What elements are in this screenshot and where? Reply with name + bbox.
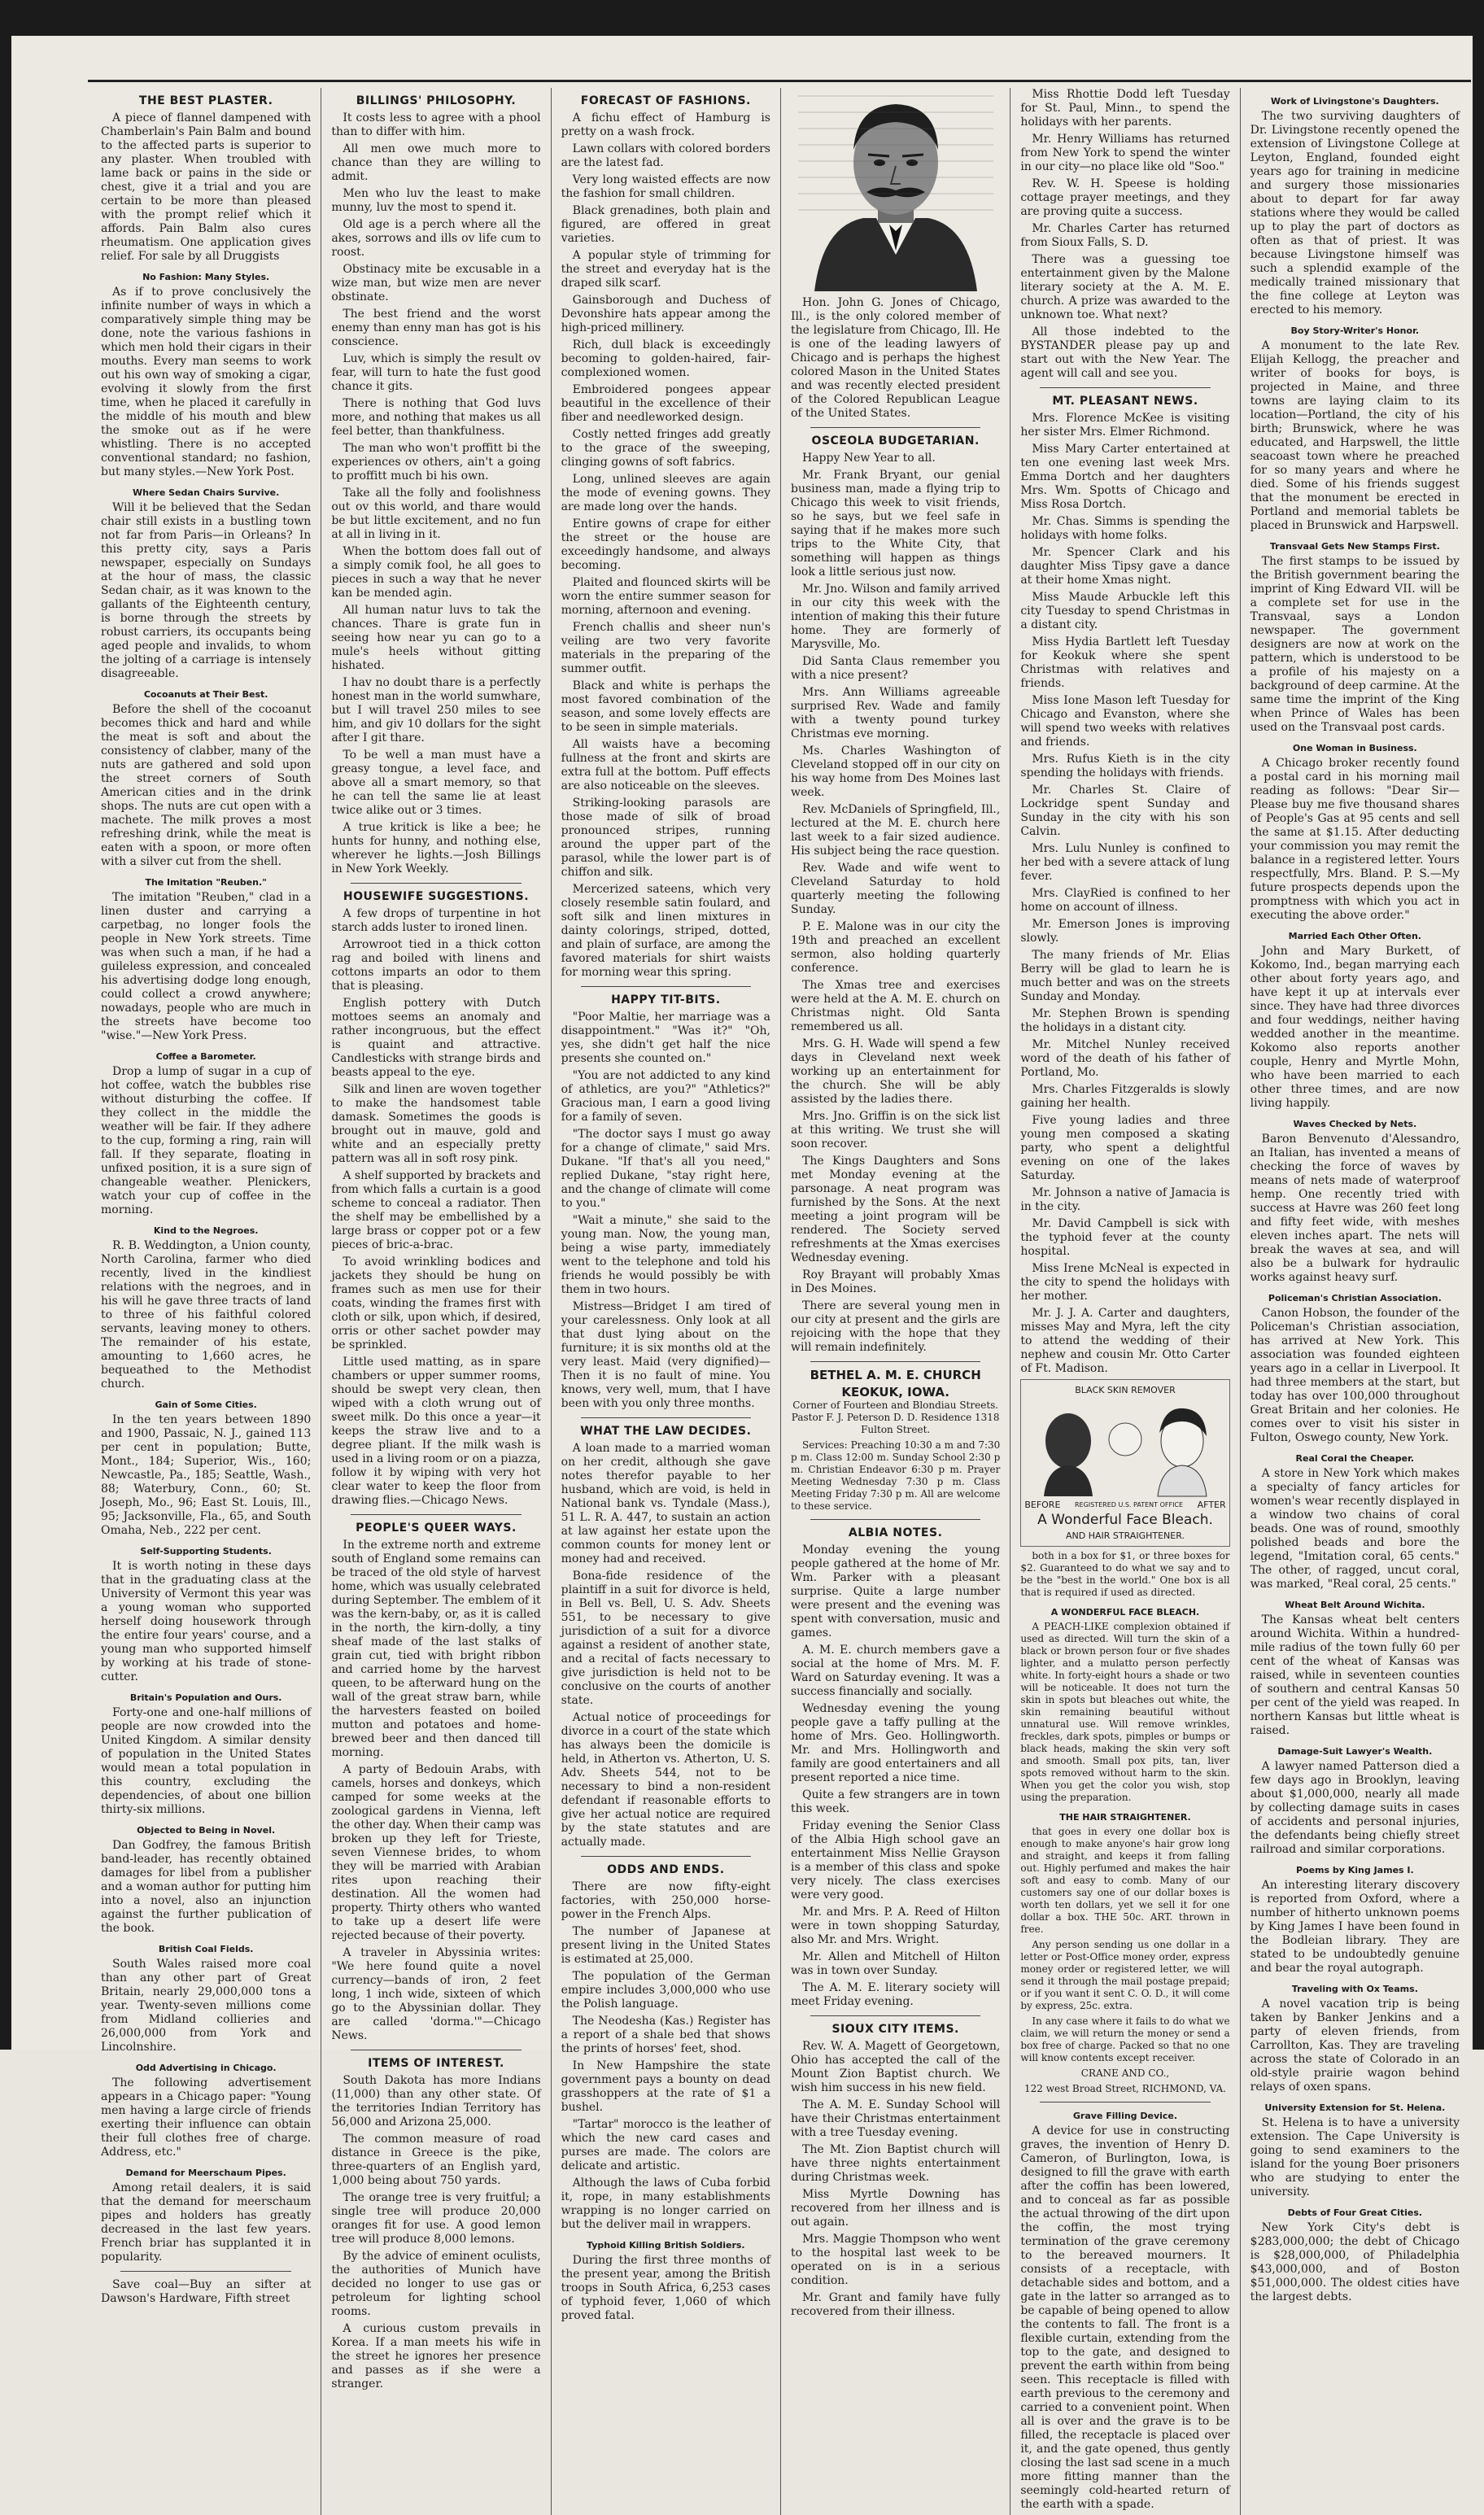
article-text: Dan Godfrey, the famous British band-leader, has recently obtained damages for libel from a publisher and a woman author for putting him into a novel, also an injunction against the further publication of the book. (101, 1839, 312, 1935)
article-text: The A. M. E. Sunday School will have their Christmas entertainment with a tree Tuesday evening. (791, 2098, 1001, 2139)
article-text: The man who won't proffitt bi the experiences ov others, ain't a going to proffitt much bi his own. (331, 442, 541, 482)
subhead: Work of Livingstone's Daughters. (1270, 96, 1439, 107)
header-rule (88, 80, 1471, 82)
article-text: A shelf supported by brackets and from which falls a curtain is a good scheme to conceal a radiator. Then the shelf may be embellished by a large brass or copper pot or a few pieces of bric-a-brac. (331, 1169, 541, 1251)
column-1 (91, 88, 321, 2515)
ad-subhead: THE HAIR STRAIGHTENER. (1059, 1812, 1191, 1823)
article-text: In the ten years between 1890 and 1900, Passaic, N. J., gained 113 per cent in population; Butte, Mont., 184; Superior, Wis., 160; Newcastle, Pa., 185; Seattle, Wash., 88; Waterbury, Conn., 60; St. Joseph, Mo., 96; East St. Louis, Ill., 95; Jacksonville, Fla., 65, and South Omaha, Neb., 222 per cent. (101, 1413, 312, 1537)
subhead: Coffee a Barometer. (155, 1051, 256, 1062)
article-text: Very long waisted effects are now the fashion for small children. (561, 173, 770, 200)
headline-odds-and-ends: ODDS AND ENDS. (607, 1863, 725, 1876)
subhead: Typhoid Killing British Soldiers. (587, 2240, 745, 2251)
ad-text: A PEACH-LIKE complexion obtained if used as directed. Will turn the skin of a black or brown person four or five shades lighter, and a mulatto person perfectly white. In forty-eight hours a shade or two will be noticeable. It does not turn the skin in spots but bleaches out white, the skin remaining beautiful without unnatural use. Will remove wrinkles, freckles, dark spots, pimples or bumps or black heads, making the skin very soft and smooth. Small pox pits, tan, liver spots removed without harm to the skin. When you get the color you wish, stop using the preparation. (1020, 1621, 1230, 1803)
subhead: Demand for Meerschaum Pipes. (125, 2168, 286, 2178)
article-text: Monday evening the young people gathered at the home of Mr. Wm. Parker with a pleasant surprise. Quite a large number were present and the evening was spent with conversation, music and games. (791, 1543, 1001, 1640)
article-text: A fichu effect of Hamburg is pretty on a wash frock. (561, 111, 770, 138)
article-text: Forty-one and one-half millions of people are now crowded into the United Kingdom. A similar density of population in the United States would mean a total population in this country, excluding the dependencies, of about one billion thirty-six millions. (101, 1706, 312, 1816)
headline-best-plaster: THE BEST PLASTER. (138, 94, 273, 107)
article-text: Will it be believed that the Sedan chair still exists in a bustling town not far from Paris—in Orleans? In this pretty city, says a Paris newspaper, especially on Sundays at the hour of mass, the classic Sedan chair, as it was known to the gallants of the Eighteenth century, is borne through the streets by robust carriers, its occupants being aged people and invalids, to whom the jolting of a carriage is intensely disagreeable. (101, 501, 312, 680)
portrait-caption: Hon. John G. Jones of Chicago, Ill., is the only colored member of the legislature from Chicago, Ill. He is one of the leading lawyers of Chicago and is perhaps the highest colored Mason in the United States and was recently elected president of the Colored Republican League of the United States. (791, 296, 1001, 420)
divider (810, 2015, 980, 2016)
article-text: Miss Hydia Bartlett left Tuesday for Keokuk where she spent Christmas with relatives and friends. (1020, 635, 1230, 690)
article-text: "Tartar" morocco is the leather of which the new card cases and purses are made. The colors are delicate and artistic. (561, 2118, 770, 2172)
church-city: KEOKUK, IOWA. (841, 1385, 949, 1399)
article-text: Mrs. Jno. Griffin is on the sick list at this writing. We trust she will soon recover. (791, 1110, 1001, 1151)
portrait-illustration (798, 88, 993, 291)
article-text: All human natur luvs to tak the chances. Thare is grate fun in seeing how near yu can go to a mule's heels without gitting hishated. (331, 604, 541, 672)
article-text: Gainsborough and Duchess of Devonshire hats appear among the high-priced millinery. (561, 294, 770, 334)
article-text: Mr. Spencer Clark and his daughter Miss Tipsy gave a dance at their home Xmas night. (1020, 546, 1230, 587)
subhead: The Imitation "Reuben." (145, 877, 267, 888)
article-text: South Wales raised more coal than any other part of Great Britain, nearly 29,000,000 tons a year. Twenty-seven millions come from Midland collieries and 26,000,000 from York and Lincolnshire. (101, 1958, 312, 2054)
article-text: John and Mary Burkett, of Kokomo, Ind., began marrying each other about forty years ago, and have kept it up at intervals ever since. They have had three divorces and four weddings, neither having wedded another in the meantime. Kokomo also reports another couple, Henry and Myrtle Mohn, who have been married to each other three times, and are now living happily. (1250, 945, 1460, 1110)
subhead: Married Each Other Often. (1288, 931, 1421, 941)
column-4 (780, 88, 1010, 2515)
headline-happy-tit-bits: HAPPY TIT-BITS. (611, 993, 721, 1006)
article-text: Mrs. Ann Williams agreeable surprised Rev. Wade and family with a twenty pound turkey Christmas eve morning. (791, 686, 1001, 740)
article-text: To be well a man must have a greasy tongue, a level face, and above all a smart memory, so that he can tell the same lie at least twice alike out or 3 times. (331, 749, 541, 817)
article-text: Men who luv the least to make munny, luv the most to spend it. (331, 187, 541, 214)
article-text: English pottery with Dutch mottoes seems an anomaly and rather incongruous, but the effect is quaint and attractive. Candlesticks with strange birds and beasts appeal to the eye. (331, 997, 541, 1079)
article-text: The following advertisement appears in a Chicago paper: "Young men having a large circle of friends exerting their influence can obtain their full clothes free of charge. Address, etc." (101, 2076, 312, 2159)
subhead: Kind to the Negroes. (153, 1225, 259, 1236)
article-text: Take all the folly and foolishness out ov this world, and thare would be but little excitement, and no fun at all in living in it. (331, 487, 541, 541)
ad-text: Any person sending us one dollar in a letter or Post-Office money order, express money order or registered letter, we will send it through the mail postage prepaid; or if you want it sent C. O. D., it will come by express, 25c. extra. (1020, 1939, 1230, 2011)
article-text: St. Helena is to have a university extension. The Cape University is going to send examiners to the island for the young Boer prisoners who are studying to enter the university. (1250, 2116, 1460, 2198)
article-text: Miss Myrtle Downing has recovered from her illness and is out again. (791, 2188, 1001, 2229)
article-text: Mrs. Florence McKee is visiting her sister Mrs. Elmer Richmond. (1020, 412, 1230, 439)
column-3 (551, 88, 780, 2515)
subhead: Waves Checked by Nets. (1293, 1119, 1417, 1129)
subhead: One Woman in Business. (1292, 743, 1417, 753)
article-text: Ms. Charles Washington of Cleveland stopped off in our city on his way home from Des Moines last week. (791, 744, 1001, 799)
article-text: Rich, dull black is exceedingly becoming to golden-haired, fair-complexioned women. (561, 338, 770, 379)
article-text: An interesting literary discovery is reported from Oxford, where a number of hitherto unknown poems by King James I have been found in the Bodleian library. They are stated to be undoubtedly genuine and bear the royal autograph. (1250, 1879, 1460, 1975)
article-text: Mr. and Mrs. P. A. Reed of Hilton were in town shopping Saturday, also Mr. and Mrs. Wright. (791, 1906, 1001, 1946)
article-text: Plaited and flounced skirts will be worn the entire summer season for morning, afternoon and evening. (561, 576, 770, 617)
article-text: The Kings Daughters and Sons met Monday evening at the parsonage. A neat program was furnished by the Sons. At the next meeting a joint program will be rendered. The Society served refreshments at the Xmas exercises Wednesday evening. (791, 1155, 1001, 1264)
subhead: Real Coral the Cheaper. (1295, 1453, 1415, 1464)
article-text: Miss Maude Arbuckle left this city Tuesday to spend Christmas in a distant city. (1020, 591, 1230, 631)
article-text: Mrs. ClayRied is confined to her home on account of illness. (1020, 887, 1230, 914)
subhead: No Fashion: Many Styles. (142, 272, 270, 282)
article-text: In New Hampshire the state government pays a bounty on dead grasshoppers at the rate of $1 a bushel. (561, 2059, 770, 2114)
article-text: Canon Hobson, the founder of the Policeman's Christian association, has arrived at New York. This association was founded eighteen years ago in a cellar in Liverpool. It had three members at the start, but today has over 100,000 throughout Great Britain and her colonies. He comes over to visit his sister in Fulton, Oswego county, New York. (1250, 1307, 1460, 1444)
headline-what-the-law-decides: WHAT THE LAW DECIDES. (580, 1425, 752, 1438)
article-text: "Wait a minute," she said to the young man. Now, the young man, being a wise party, immediately went to the telephone and told his friends he would possibly be with them in two hours. (561, 1214, 770, 1296)
article-text: The Xmas tree and exercises were held at the A. M. E. church on Christmas night. Old Santa remembered us all. (791, 979, 1001, 1033)
ad-text: In any case where it fails to do what we claim, we will return the money or send a box free of charge. Packed so that no one will know contents except receiver. (1020, 2015, 1230, 2063)
ad-text: both in a box for $1, or three boxes for $2. Guaranteed to do what we say and to be the "best in the world." One box is all that is required if used as directed. (1020, 1550, 1230, 1598)
subhead: Transvaal Gets New Stamps First. (1269, 541, 1440, 552)
article-text: The many friends of Mr. Elias Berry will be glad to learn he is much better and was on the streets Sunday and Monday. (1020, 949, 1230, 1003)
column-2 (321, 88, 550, 2515)
article-text: Mr. Mitchel Nunley received word of the death of his father of Portland, Mo. (1020, 1038, 1230, 1079)
article-text: I hav no doubt thare is a perfectly honest man in the world sumwhare, but I will travel 250 miles to see him, and giv 10 dollars for the sight after I git thare. (331, 676, 541, 744)
article-text: Drop a lump of sugar in a cup of hot coffee, watch the bubbles rise without disturbing the coffee. If they collect in the middle the weather will be fair. If they adhere to the cup, forming a ring, rain will fall. If they separate, floating in unfixed position, it is a sure sign of changeable weather. Plenickers, watch your cup of coffee in the morning. (101, 1065, 312, 1216)
article-text: Black and white is perhaps the most favored combination of the season, and some lovely effects are to be seen in simple materials. (561, 679, 770, 734)
article-text: Lawn collars with colored borders are the latest fad. (561, 142, 770, 169)
subhead: Gain of Some Cities. (155, 1399, 257, 1410)
article-text: A popular style of trimming for the street and everyday hat is the draped silk scarf. (561, 249, 770, 290)
divider (120, 2271, 291, 2272)
article-text: Mr. Henry Williams has returned from New York to spend the winter in our city—no place like old "Soo." (1020, 133, 1230, 173)
ad-subtitle: AND HAIR STRAIGHTENER. (1066, 1530, 1185, 1541)
ad-subhead: A WONDERFUL FACE BLEACH. (1050, 1607, 1200, 1618)
article-text: The two surviving daughters of Dr. Livingstone recently opened the extension of Livingstone College at Leyton, England, founded eight years ago for training in medicine and surgery those missionaries about to depart for far away stations where they would be called up to play the part of doctors as often as that of priest. It was because Livingstone himself was such a splendid example of the medically trained missionary that the fine college at Leyton was erected to his memory. (1250, 110, 1460, 317)
subhead: University Extension for St. Helena. (1264, 2102, 1446, 2113)
article-text: Although the laws of Cuba forbid it, rope, in many establishments wrapping is no longer carried on but the deliver mail in wrappers. (561, 2177, 770, 2231)
article-text: The imitation "Reuben," clad in a linen duster and carrying a carpetbag, no longer fools the people in New York streets. Time was when such a man, if he had a guileless expression, and concealed his advertising dodge long enough, could collect a crowd anywhere; nowadays, people who are much in the streets have become too "wise."—New York Press. (101, 891, 312, 1042)
headline-osceola-budgetarian: OSCEOLA BUDGETARIAN. (811, 434, 980, 448)
article-text: Rev. W. A. Magett of Georgetown, Ohio has accepted the call of the Mount Zion Baptist church. We wish him success in his new field. (791, 2040, 1001, 2094)
article-text: Mr. Stephen Brown is spending the holidays in a distant city. (1020, 1007, 1230, 1034)
article-text: "The doctor says I must go away for a change of climate," said Mrs. Dukane. "If that's all you need," replied Dukane, "stay right here, and the change of climate will come to you." (561, 1128, 770, 1210)
article-text: The common measure of road distance in Greece is the pike, three-quarters of an English yard, 1,000 being about 750 yards. (331, 2133, 541, 2187)
article-text: Mr. J. J. A. Carter and daughters, misses May and Myra, left the city to attend the wedding of their nephew and cousin Mr. Otto Carter of Ft. Madison. (1020, 1307, 1230, 1375)
article-text: When the bottom does fall out of a simply comik fool, he all goes to pieces in such a way that he never kan be mended agin. (331, 545, 541, 600)
article-text: It is worth noting in these days that in the graduating class at the University of Vermont this year was a young woman who supported herself doing housework through the entire four years' course, and a young man who supported himself by working at his trade of stone-cutter. (101, 1560, 312, 1683)
article-text: Did Santa Claus remember you with a nice present? (791, 655, 1001, 682)
article-text: The population of the German empire includes 3,000,000 who use the Polish language. (561, 1970, 770, 2011)
article-text: A. M. E. church members gave a social at the home of Mrs. M. F. Ward on Saturday evening. It was a success financially and socially. (791, 1644, 1001, 1698)
article-text: A curious custom prevails in Korea. If a man meets his wife in the street he ignores her presence and passes as if she were a stranger. (331, 2322, 541, 2391)
article-text: A novel vacation trip is being taken by Banker Jenkins and a party of eleven friends, from Carrollton, Kas. They are traveling across the state of Colorado in an old-style prairie wagon behind relays of oxen spans. (1250, 1998, 1460, 2094)
columns (91, 88, 1469, 2511)
article-text: The first stamps to be issued by the British government bearing the imprint of King Edward VII. will be a complete set for use in the Transvaal, says a London newspaper. The government designers are now at work on the pattern, which is understood to be a profile of his majesty on a background of deep carmine. At the same time the imprint of the King when Prince of Wales has been used on the Transvaal post cards. (1250, 555, 1460, 734)
article-text: Luv, which is simply the result ov fear, will turn to hate the fust good chance it gits. (331, 352, 541, 393)
article-text: A true kritick is like a bee; he hunts for hunny, and nothing else, wherever he lights.—Josh Billings in New York Weekly. (331, 821, 541, 875)
headline-mt-pleasant-news: MT. PLEASANT NEWS. (1052, 395, 1198, 408)
article-text: Miss Mary Carter entertained at ten one evening last week Mrs. Emma Dortch and her daughters Mrs. Wm. Spotts of Chicago and Miss Rosa Dortch. (1020, 443, 1230, 511)
subhead: Traveling with Ox Teams. (1291, 1984, 1418, 1994)
subhead: Boy Story-Writer's Honor. (1290, 325, 1420, 336)
article-text: There are now fifty-eight factories, with 250,000 horse-power in the French Alps. (561, 1880, 770, 1921)
face-bleach-advertisement (1020, 1379, 1229, 1547)
article-text: There are several young men in our city at present and the girls are rejoicing with the hope that they will remain indefinitely. (791, 1299, 1001, 1354)
article-text: Miss Irene McNeal is expected in the city to spend the holidays with her mother. (1020, 1262, 1230, 1303)
article-text: Miss Rhottie Dodd left Tuesday for St. Paul, Minn., to spend the holidays with her parents. (1020, 88, 1230, 129)
article-text: Mr. Chas. Simms is spending the holidays with home folks. (1020, 515, 1230, 542)
article-text: A traveler in Abyssinia writes: "We here found quite a novel currency—bands of iron, 2 feet long, 1 inch wide, sixteen of which go to the Abyssinian dollar. They are called 'dorma.'"—Chicago News. (331, 1946, 541, 2042)
subhead: Damage-Suit Lawyer's Wealth. (1277, 1746, 1433, 1757)
divider (810, 427, 980, 428)
article-text: Actual notice of proceedings for divorce in a court of the state which has always been the domicile is held, in Atherton vs. Atherton, U. S. Adv. Sheets 544, not to be necessary to bind a non-resident defendant if reasonable efforts to give her actual notice are required by the state statutes and are actually made. (561, 1711, 770, 1849)
article-text: Mr. Allen and Mitchell of Hilton was in town over Sunday. (791, 1950, 1001, 1977)
article-text: The Neodesha (Kas.) Register has a report of a shale bed that shows the prints of horses' feet, shod. (561, 2015, 770, 2055)
article-text: A loan made to a married woman on her credit, although she gave notes therefor payable to her husband, which are void, is held in National bank vs. Tyndale (Mass.), 51 L. R. A. 447, to sustain an action at law against her estate upon the common counts for money lent or money had and received. (561, 1442, 770, 1565)
church-name: BETHEL A. M. E. CHURCH (810, 1368, 981, 1382)
article-text: A device for use in constructing graves, the invention of Henry D. Cameron, of Burlington, Iowa, is designed to fill the grave with earth after the coffin has been lowered, and to conceal as far as possible the actual throwing of the dirt upon the coffin, the most trying termination of the grave ceremony to the bereaved mourners. It consists of a receptacle, with detachable sides and bottom, and a gate in the latter so arranged as to be capable of being opened to allow the contents to fall. The front is a flexible curtain, extending from the top to the gate, and designed to prevent the earth within from being seen. This receptacle is filled with earth previous to the ceremony and carried to a convenient point. When all is over and the grave is to be filled, the receptacle is placed over it, and the gate opened, thus gently closing the last sad scene in a much more fitting manner than the seemingly cold-hearted return of the earth with a spade. (1020, 2124, 1230, 2511)
article-text: Entire gowns of crape for either the street or the house are exceedingly handsome, and always becoming. (561, 517, 770, 572)
article-text: Rev. McDaniels of Springfield, Ill., lectured at the M. E. church here last week to a fair sized audience. His subject being the race question. (791, 803, 1001, 858)
ad-address: 122 west Broad Street, RICHMOND, VA. (1024, 2083, 1226, 2094)
headline-billings-philosophy: BILLINGS' PHILOSOPHY. (356, 94, 517, 107)
article-text: Wednesday evening the young people gave a taffy pulling at the home of Mrs. Geo. Hollingworth. Mr. and Mrs. Hollingworth and family are good entertainers and all present reported a nice time. (791, 1702, 1001, 1784)
article-text: Mrs. Rufus Kieth is in the city spending the holidays with friends. (1020, 753, 1230, 779)
article-text: South Dakota has more Indians (11,000) than any other state. Of the territories Indian Territory has 56,000 and Arizona 25,000. (331, 2074, 541, 2129)
article-text: Arrowroot tied in a thick cotton rag and boiled with linens and cottons imparts an odor to them that is pleasing. (331, 938, 541, 993)
article-text: The A. M. E. literary society will meet Friday evening. (791, 1981, 1001, 2008)
article-text: Mr. Frank Bryant, our genial business man, made a flying trip to Chicago this week to visit friends, so he says, but we feel safe in saying that if he makes more such trips to the White City, that something will happen as things look a little serious just now. (791, 469, 1001, 579)
article-text: Mrs. Charles Fitzgeralds is slowly gaining her health. (1020, 1083, 1230, 1110)
article-text: Obstinacy mite be excusable in a wize man, but wize men are never obstinate. (331, 263, 541, 303)
article-text: A Chicago broker recently found a postal card in his morning mail reading as follows: "Dear Sir—Please buy me five thousand shares of People's Gas at 95 cents and sell the same at $1.15. After deducting your commission you may remit the balance in a registered letter. Yours respectfully, Mrs. Bland. P. S.—My future prospects depends upon the promptness with which you act in executing the above order." (1250, 757, 1460, 922)
article-text: Black grenadines, both plain and figured, are offered in great varieties. (561, 204, 770, 245)
article-text: In the extreme north and extreme south of England some remains can be traced of the old style of harvest home, which was usually celebrated during September. The emblem of it was the kern-baby, or, as it is called in the north, the kirn-dolly, a tiny sheaf made of the last stalks of grain cut, tied with bright ribbon and carried home by the harvest queen, to be afterward hung on the wall of the great straw barn, while the harvesters feasted on boiled mutton and potatoes and home-brewed beer and then danced till morning. (331, 1539, 541, 1759)
article-text: The Kansas wheat belt centers around Wichita. Within a hundred-mile radius of the town fully 60 per cent of the wheat of Kansas was raised, while in seventeen counties of southern and central Kansas 50 per cent of the yield was reaped. In northern Kansas but little wheat is raised. (1250, 1613, 1460, 1737)
divider (810, 1361, 980, 1362)
headline-housewife-suggestions: HOUSEWIFE SUGGESTIONS. (343, 890, 530, 903)
subhead: British Coal Fields. (158, 1944, 254, 1954)
subhead: Odd Advertising in Chicago. (135, 2063, 277, 2073)
article-text: A piece of flannel dampened with Chamberlain's Pain Balm and bound to the affected parts is superior to any plaster. When troubled with lame back or pains in the side or chest, give it a trial and you are certain to be more than pleased with the prompt relief which it affords. Pain Balm also cures rheumatism. One application gives relief. For sale by all Druggists (101, 111, 312, 263)
article-text: Mr. Grant and family have fully recovered from their illness. (791, 2291, 1001, 2318)
article-text: All waists have a becoming fullness at the front and skirts are extra full at the bottom. Puff effects are also noticeable on the sleeves. (561, 738, 770, 792)
divider (581, 1417, 751, 1418)
article-text: There is nothing that God luvs more, and nothing that makes us all feel better, than thankfulness. (331, 397, 541, 438)
article-text: Among retail dealers, it is said that the demand for meerschaum pipes and holders has greatly decreased in the last few years. French briar has supplanted it in popularity. (101, 2181, 312, 2264)
article-text: French challis and sheer nun's veiling are two very favorite materials in the preparing of the summer outfit. (561, 621, 770, 675)
article-text: Mr. David Campbell is sick with the typhoid fever at the county hospital. (1020, 1217, 1230, 1258)
ad-title: A Wonderful Face Bleach. (1037, 1512, 1213, 1528)
article-text: Mr. Johnson a native of Jamacia is in the city. (1020, 1186, 1230, 1213)
article-text: All men owe much more to chance than they are willing to admit. (331, 142, 541, 183)
subhead: Poems by King James I. (1295, 1865, 1414, 1875)
article-text: Save coal—Buy an sifter at Dawson's Hardware, Fifth street (101, 2278, 312, 2305)
subhead: Self-Supporting Students. (140, 1546, 272, 1557)
article-text: During the first three months of the present year, among the British troops in South Africa, 6,253 cases of typhoid fever, 1,060 of which proved fatal. (561, 2254, 770, 2322)
article-text: A monument to the late Rev. Elijah Kellogg, the preacher and writer of books for boys, is projected in Maine, and three towns are laying claim to its location—Portland, the city of his birth; Brunswick, where he was educated, and Harpswell, the little seacoast town where he preached for so many years and where he died. Some of his friends suggest that the monument be erected in Portland and memorial tablets be placed in Brunswick and Harpswell. (1250, 339, 1460, 532)
ad-after-label: AFTER (1197, 1500, 1226, 1510)
article-text: The best friend and the worst enemy than enny man has got is his conscience. (331, 308, 541, 348)
subhead: Grave Filling Device. (1072, 2111, 1178, 2121)
article-text: "You are not addicted to any kind of athletics, are you?" "Athletics?" Gracious man, I earn a good living for a family of seven. (561, 1069, 770, 1124)
article-text: Friday evening the Senior Class of the Albia High school gave an entertainment Miss Nellie Grayson is a member of this class and spoke very nicely. The class exercises were very good. (791, 1819, 1001, 1902)
subhead: Britain's Population and Ours. (129, 1692, 282, 1703)
article-text: Embroidered pongees appear beautiful in the excellence of their fiber and needleworked design. (561, 383, 770, 424)
ad-before-label: BEFORE (1024, 1500, 1061, 1510)
divider (351, 883, 521, 884)
headline-albia-notes: ALBIA NOTES. (848, 1526, 943, 1539)
church-address: Corner of Fourteen and Blondiau Streets. Pastor F. J. Peterson D. D. Residence 1318 Fulton Street. (791, 1399, 1000, 1435)
article-text: Rev. W. H. Speese is holding cottage prayer meetings, and they are proving quite a success. (1020, 177, 1230, 218)
top-border (0, 0, 1484, 36)
article-text: R. B. Weddington, a Union county, North Carolina, farmer who died recently, lived in the kindliest relations with the negroes, and in his will he gave three tracts of land to three of his faithful colored servants, leaving money to others. The remainder of his estate, amounting to 1,660 acres, he bequeathed to the Methodist church. (101, 1239, 312, 1391)
article-text: There was a guessing toe entertainment given by the Malone literary society at the A. M. E. church. A prize was awarded to the unknown toe. What next? (1020, 253, 1230, 321)
article-text: Old age is a perch where all the akes, sorrows and ills ov life cum to roost. (331, 218, 541, 259)
article-text: Quite a few strangers are in town this week. (791, 1788, 1001, 1815)
subhead: Where Sedan Chairs Survive. (133, 487, 280, 498)
subhead: Objected to Being in Novel. (137, 1825, 276, 1836)
subhead: Debts of Four Great Cities. (1287, 2207, 1423, 2218)
headline-items-of-interest: ITEMS OF INTEREST. (368, 2057, 504, 2070)
article-text: It costs less to agree with a phool than to differ with him. (331, 111, 541, 138)
article-text: As if to prove conclusively the infinite number of ways in which a comparatively simple thing may be done, note the various fashions in which men hold their cigars in their mouths. Every man seems to work out his own way of smoking a cigar, evolving it slowly from the first time, when he placed it carefully in the middle of his mouth and blew the smoke out as if he were whistling. There is no accepted conventional standard; no fashion, but many styles.—New York Post. (101, 286, 312, 478)
divider (1040, 387, 1210, 388)
article-text: Silk and linen are woven together to make the handsomest table damask. Sometimes the goods is brought out in mauve, gold and white and an especially pretty pattern was all in soft rosy pink. (331, 1083, 541, 1165)
article-text: Roy Brayant will probably Xmas in Des Moines. (791, 1268, 1001, 1295)
subhead: Wheat Belt Around Wichita. (1285, 1600, 1425, 1610)
ad-company: CRANE AND CO., (1080, 2067, 1170, 2079)
article-text: Mrs. Lulu Nunley is confined to her bed with a severe attack of lung fever. (1020, 842, 1230, 883)
article-text: Mr. Charles Carter has returned from Sioux Falls, S. D. (1020, 222, 1230, 249)
article-text: "Poor Maltie, her marriage was a disappointment." "Was it?" "Oh, yes, she didn't get half the nice presents she counted on." (561, 1011, 770, 1065)
article-text: The orange tree is very fruitful; a single tree will produce 20,000 oranges fit for use. A good lemon tree will produce 8,000 lemons. (331, 2191, 541, 2246)
article-text: By the advice of eminent oculists, the authorities of Munich have decided no longer to use gas or petroleum for lighting school rooms. (331, 2250, 541, 2318)
church-services: Services: Preaching 10:30 a m and 7:30 p m. Class 12:00 m. Sunday School 2:30 p m. Christian Endeavor 6:30 p m. Prayer Meeting Wednesday 7:30 p m. Class Meeting Friday 7:30 p m. All are welcome to these service. (791, 1439, 1001, 1512)
article-text: Little used matting, as in spare chambers or upper summer rooms, should be swept very clean, then wiped with a cloth wrung out of sweet milk. Do this once a year—it keeps the straw live and to a degree pliant. If the milk wash is used in a living room or on a piazza, follow it by wiping with very hot clear water to keep the floor from drawing flies.—Chicago News. (331, 1356, 541, 1507)
subhead: Cocoanuts at Their Best. (143, 689, 268, 700)
divider (351, 1514, 521, 1515)
article-text: A lawyer named Patterson died a few days ago in Brooklyn, leaving about $1,000,000, nearly all made by collecting damage suits in cases of accidents and personal injuries, the defendants being chiefly street railroad and similar corporations. (1250, 1760, 1460, 1856)
article-text: Long, unlined sleeves are again the mode of evening gowns. They are made long over the hands. (561, 473, 770, 513)
article-text: Happy New Year to all. (802, 452, 936, 465)
article-text: Before the shell of the cocoanut becomes thick and hard and while the meat is soft and about the consistency of clabber, many of the nuts are gathered and sold upon the street corners of South American cities and in the drink shops. The nuts are cut open with a machete. The milk proves a most refreshing drink, while the meat is eaten with a spoon, or more often with a silver cut from the shell. (101, 703, 312, 868)
headline-forecast-of-fashions: FORECAST OF FASHIONS. (580, 94, 751, 107)
article-text: Five young ladies and three young men composed a skating party, who spent a delightful evening on one of the lakes Saturday. (1020, 1114, 1230, 1182)
article-text: All those indebted to the BYSTANDER please pay up and start out with the New Year. The agent will call and see you. (1020, 325, 1230, 380)
article-text: A few drops of turpentine in hot starch adds luster to ironed linen. (331, 907, 541, 934)
column-5 (1010, 88, 1239, 2515)
divider (581, 1856, 751, 1857)
article-text: Mercerized sateens, which very closely resemble satin foulard, and soft silk and linen mixtures in dainty colorings, striped, dotted, and plain of surface, are among the favored materials for shirt waists for morning wear this spring. (561, 883, 770, 979)
article-text: A party of Bedouin Arabs, with camels, horses and donkeys, which camped for some weeks at the zoological gardens in Vienna, left the other day. When their camp was broken up they left for Trieste, seven Viennese brides, to whom they will be married with Arabian rites upon reaching their destination. All the women had property. Thirty others who wanted to take up a desert life were rejected because of their poverty. (331, 1763, 541, 1942)
headline-peoples-queer-ways: PEOPLE'S QUEER WAYS. (356, 1522, 517, 1535)
ad-header: BLACK SKIN REMOVER (1075, 1385, 1176, 1395)
article-text: New York City's debt is $283,000,000; the debt of Chicago is $28,000,000, of Philadelphia $43,000,000, and of Boston $51,000,000. The oldest cities have the largest debts. (1250, 2221, 1460, 2303)
divider (581, 986, 751, 987)
article-text: Striking-looking parasols are those made of silk of broad pronounced stripes, running around the upper part of the parasol, while the lower part is of chiffon and silk. (561, 797, 770, 879)
article-text: Mrs. Maggie Thompson who went to the hospital last week to be operated on is in a serious condition. (791, 2233, 1001, 2287)
ad-illustration (1028, 1399, 1223, 1496)
article-text: Rev. Wade and wife went to Cleveland Saturday to hold quarterly meeting the following Sunday. (791, 862, 1001, 916)
article-text: P. E. Malone was in our city the 19th and preached an excellent sermon, also holding quarterly conference. (791, 920, 1001, 975)
article-text: Mrs. G. H. Wade will spend a few days in Cleveland next week working up an entertainment for the church. She will be ably assisted by the ladies there. (791, 1037, 1001, 1106)
ad-registered-label: REGISTERED U.S. PATENT OFFICE (1074, 1501, 1184, 1509)
article-text: Costly netted fringes add greatly to the grace of the sweeping, clinging gowns of soft fabrics. (561, 428, 770, 469)
article-text: Mr. Charles St. Claire of Lockridge spent Sunday and Sunday in the city with his son Calvin. (1020, 784, 1230, 838)
article-text: Miss Ione Mason left Tuesday for Chicago and Evanston, where she will spend two weeks with relatives and friends. (1020, 694, 1230, 749)
divider (810, 1519, 980, 1520)
article-text: Bona-fide residence of the plaintiff in a suit for divorce is held, in Bell vs. Bell, U. S. Adv. Sheets 551, to be necessary to give jurisdiction of a suit for a divorce against a resident of another state, and a recital of facts necessary to give jurisdiction is held not to be conclusive on the courts of another state. (561, 1570, 770, 1707)
article-text: A store in New York which makes a specialty of fancy articles for women's wear recently displayed in a window two chains of coral beads. One was of round, smoothly polished beads and bore the legend, "Imitation coral, 65 cents." The other, of ragged, uncut coral, was marked, "Real coral, 25 cents." (1250, 1467, 1460, 1591)
article-text: The number of Japanese at present living in the United States is estimated at 25,000. (561, 1925, 770, 1966)
ad-text: that goes in every one dollar box is enough to make anyone's hair grow long and straight, and keeps it from falling out. Highly perfumed and makes the hair soft and easy to comb. Many of our customers say one of our dollar boxes is worth ten dollars, yet we sell it for one dollar a box. THE 50c. ART. thrown in free. (1020, 1826, 1230, 1935)
headline-sioux-city-items: SIOUX CITY ITEMS. (831, 2023, 959, 2036)
article-text: Mr. Jno. Wilson and family arrived in our city this week with the intention of making this their future home. They are formerly of Marysville, Mo. (791, 583, 1001, 651)
column-6 (1240, 88, 1469, 2515)
article-text: Mistress—Bridget I am tired of your carelessness. Only look at all that dust lying about on the furniture; it is six months old at the very least. Maid (very dignified)—Then it is no fault of mine. You knows, very well, mum, that I have been with you only three months. (561, 1300, 770, 1410)
article-text: To avoid wrinkling bodices and jackets they should be hung on frames such as men use for their coats, winding the frames first with cloth or silk, upon which, if desired, orris or other sachet powder may be sprinkled. (331, 1255, 541, 1351)
subhead: Policeman's Christian Association. (1268, 1293, 1442, 1303)
article-text: Baron Benvenuto d'Alessandro, an Italian, has invented a means of checking the force of waves by means of nets made of waterproof hemp. One recently tried with success at Havre was 260 feet long and fifty feet wide, with meshes eleven inches apart. The nets will break the waves at sea, and will also be a bulwark for hydraulic works against heavy surf. (1250, 1133, 1460, 1284)
article-text: Mr. Emerson Jones is improving slowly. (1020, 918, 1230, 945)
article-text: The Mt. Zion Baptist church will have three nights entertainment during Christmas week. (791, 2143, 1001, 2184)
